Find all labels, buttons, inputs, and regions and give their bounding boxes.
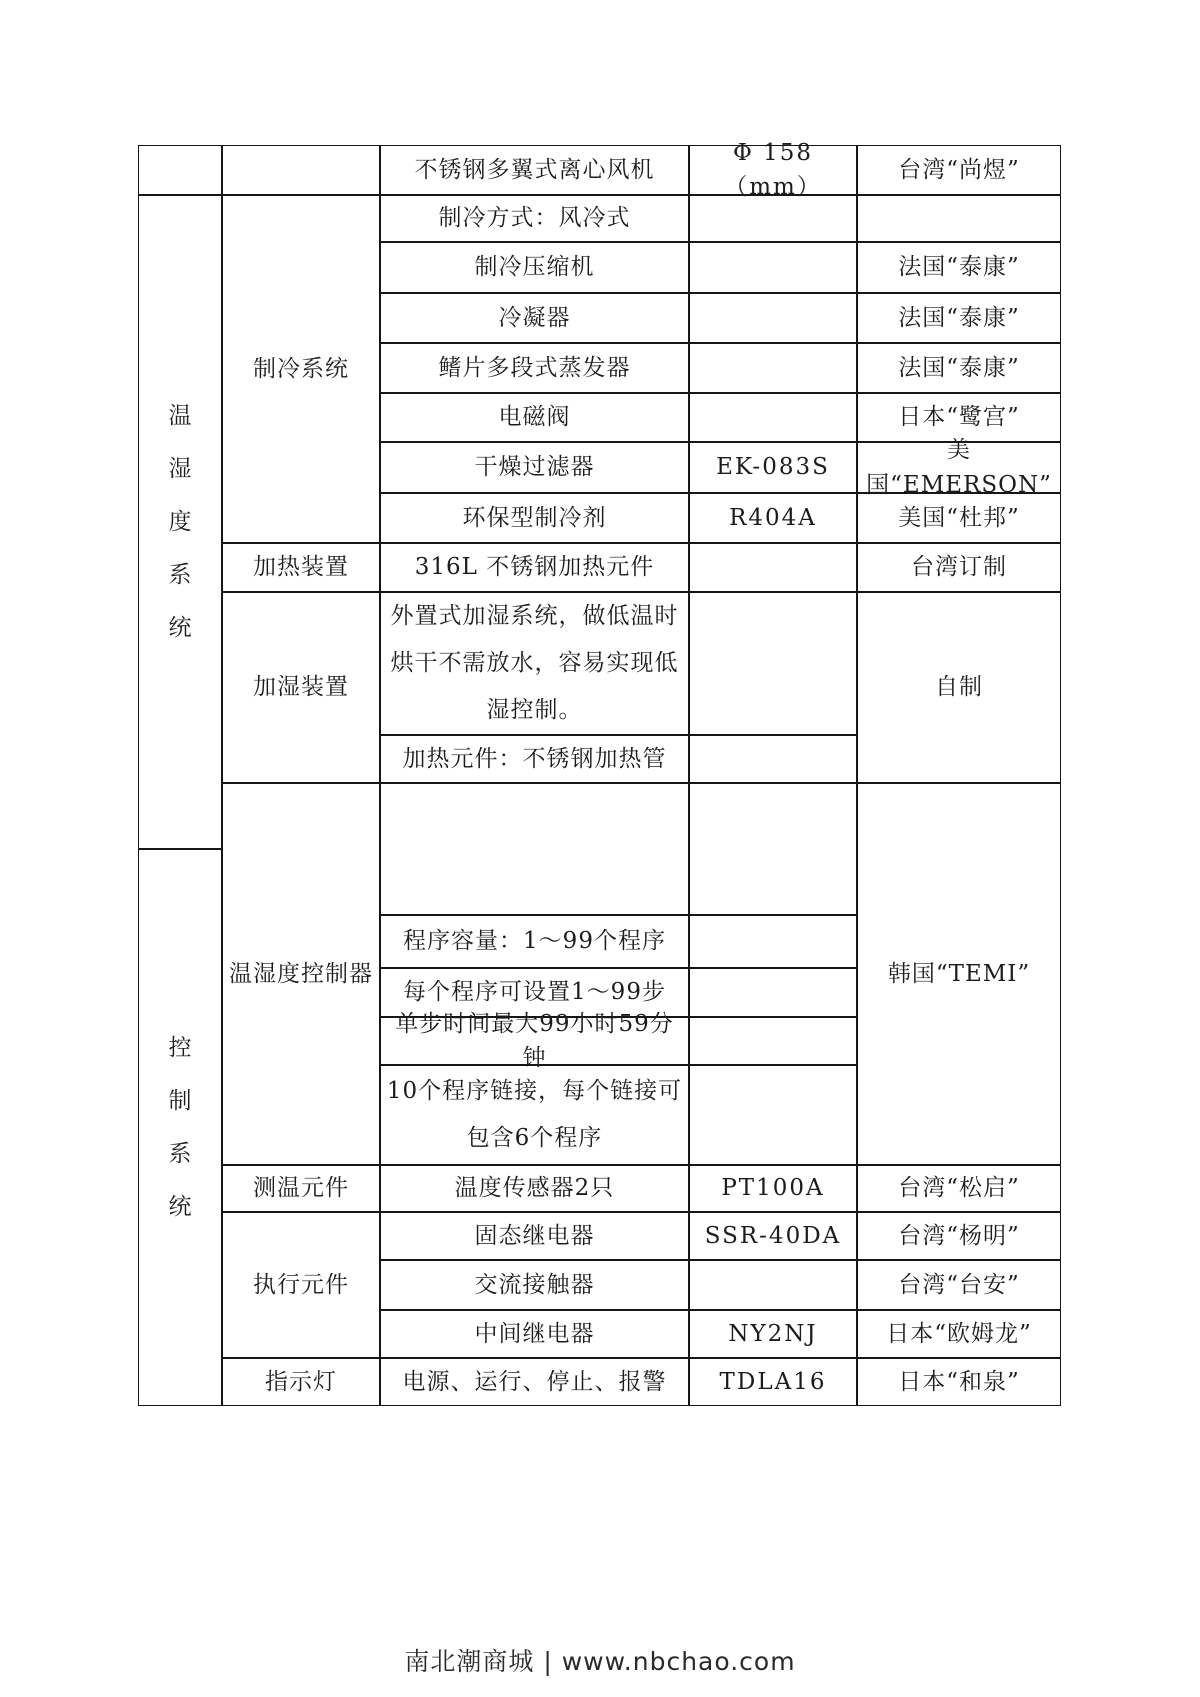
cell-model-fan: Φ 158（mm）: [689, 145, 857, 195]
cell-desc-controller-blank: [380, 783, 689, 915]
cell-model-temp-sensor: PT100A: [689, 1165, 857, 1212]
cell-model-dry-filter: EK-083S: [689, 442, 857, 493]
cell-section-indicator: 指示灯: [222, 1358, 380, 1406]
cell-brand-temp-sensor: 台湾“松启”: [857, 1165, 1061, 1212]
cell-desc-humidifier-main: 外置式加湿系统，做低温时烘干不需放水，容易实现低湿控制。: [380, 592, 689, 735]
cell-brand-refrigerant: 美国“杜邦”: [857, 493, 1061, 543]
cell-desc-indicator: 电源、运行、停止、报警: [380, 1358, 689, 1406]
cell-brand-compressor: 法国“泰康”: [857, 242, 1061, 293]
cell-section-humidifier: 加湿装置: [222, 592, 380, 783]
category-humiture-label: 温湿度系统: [168, 402, 192, 641]
cell-brand-ac-contactor: 台湾“台安”: [857, 1260, 1061, 1310]
cell-model-humidifier-main: [689, 592, 857, 735]
cell-brand-evaporator: 法国“泰康”: [857, 343, 1061, 393]
cell-desc-program-capacity: 程序容量：1～99个程序: [380, 915, 689, 968]
cell-brand-condenser: 法国“泰康”: [857, 293, 1061, 343]
cell-desc-step-time: 单步时间最大99小时59分钟: [380, 1017, 689, 1065]
cell-desc-refrigerant: 环保型制冷剂: [380, 493, 689, 543]
cell-desc-fan: 不锈钢多翼式离心风机: [380, 145, 689, 195]
site-footer: 南北潮商城 | www.nbchao.com: [404, 1647, 796, 1676]
cell-category-humiture-system: [138, 195, 222, 849]
cell-model-condenser: [689, 293, 857, 343]
cell-blank-col1-top: [138, 145, 222, 195]
cell-brand-indicator: 日本“和泉”: [857, 1358, 1061, 1406]
cell-category-control-system: [138, 849, 222, 1406]
cell-model-indicator: TDLA16: [689, 1358, 857, 1406]
cell-desc-dry-filter: 干燥过滤器: [380, 442, 689, 493]
cell-desc-solenoid-valve: 电磁阀: [380, 393, 689, 442]
cell-model-refrigerant: R404A: [689, 493, 857, 543]
cell-desc-relay: 中间继电器: [380, 1310, 689, 1358]
cell-model-program-capacity: [689, 915, 857, 968]
cell-section-refrigeration: 制冷系统: [222, 195, 380, 543]
cell-brand-ssr: 台湾“杨明”: [857, 1212, 1061, 1260]
cell-section-actuator: 执行元件: [222, 1212, 380, 1358]
cell-model-humidifier-heater: [689, 735, 857, 783]
cell-desc-humidifier-heater: 加热元件：不锈钢加热管: [380, 735, 689, 783]
cell-desc-ac-contactor: 交流接触器: [380, 1260, 689, 1310]
cell-brand-controller: 韩国“TEMI”: [857, 783, 1061, 1165]
cell-section-heating: 加热装置: [222, 543, 380, 592]
cell-desc-compressor: 制冷压缩机: [380, 242, 689, 293]
cell-brand-heating-element: 台湾订制: [857, 543, 1061, 592]
cell-desc-program-link: 10个程序链接，每个链接可包含6个程序: [380, 1065, 689, 1165]
cell-model-step-time: [689, 1017, 857, 1065]
cell-brand-cooling-method: [857, 195, 1061, 242]
cell-model-evaporator: [689, 343, 857, 393]
cell-model-program-link: [689, 1065, 857, 1165]
cell-brand-humidifier: 自制: [857, 592, 1061, 783]
category-control-label: 控制系统: [168, 1034, 192, 1220]
cell-model-cooling-method: [689, 195, 857, 242]
cell-brand-solenoid-valve: 日本“鹭宫”: [857, 393, 1061, 442]
cell-desc-condenser: 冷凝器: [380, 293, 689, 343]
cell-desc-program-steps: 每个程序可设置1～99步: [380, 968, 689, 1017]
cell-model-heating-element: [689, 543, 857, 592]
cell-desc-cooling-method: 制冷方式：风冷式: [380, 195, 689, 242]
cell-model-program-steps: [689, 968, 857, 1017]
cell-section-temp-sensor: 测温元件: [222, 1165, 380, 1212]
cell-model-ssr: SSR-40DA: [689, 1212, 857, 1260]
cell-section-controller: 温湿度控制器: [222, 783, 380, 1165]
cell-brand-relay: 日本“欧姆龙”: [857, 1310, 1061, 1358]
cell-brand-fan: 台湾“尚煜”: [857, 145, 1061, 195]
cell-model-ac-contactor: [689, 1260, 857, 1310]
cell-model-compressor: [689, 242, 857, 293]
cell-desc-evaporator: 鳍片多段式蒸发器: [380, 343, 689, 393]
cell-model-relay: NY2NJ: [689, 1310, 857, 1358]
cell-model-controller-blank: [689, 783, 857, 915]
cell-model-solenoid-valve: [689, 393, 857, 442]
cell-blank-col2-top: [222, 145, 380, 195]
cell-brand-dry-filter: 美国“EMERSON”: [857, 442, 1061, 493]
cell-desc-temp-sensor: 温度传感器2只: [380, 1165, 689, 1212]
cell-desc-heating-element: 316L 不锈钢加热元件: [380, 543, 689, 592]
cell-desc-ssr: 固态继电器: [380, 1212, 689, 1260]
